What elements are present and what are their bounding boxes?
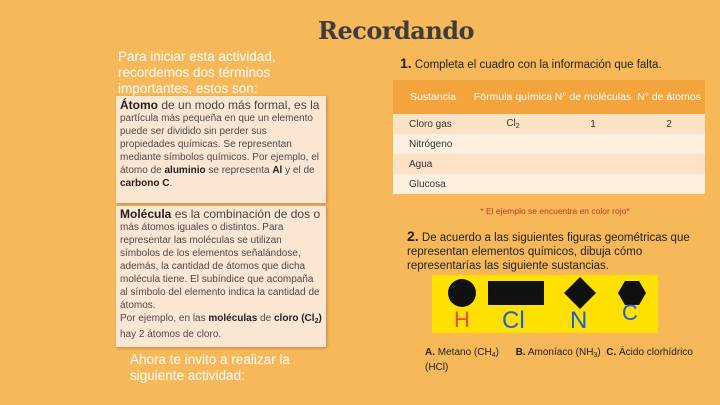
table-row xyxy=(393,114,705,134)
atomo-body-3: y el de xyxy=(282,165,315,176)
option-c-text: Ácido clorhídrico (HCl) xyxy=(425,347,693,373)
outro-text: Ahora te invito a realizar la siguiente actividad: xyxy=(130,352,290,383)
substances-list xyxy=(425,347,705,374)
option-b-subscript: 3 xyxy=(593,352,598,359)
molecula-heading xyxy=(120,208,322,221)
activity-1-number: 1. xyxy=(400,55,412,71)
molecula-definition xyxy=(120,221,322,341)
cell-sustancia: Glucosa xyxy=(409,178,446,190)
molecula-body-1: más átomos iguales o distintos. Para representar las moléculas se utilizan símbolos de los elementos señalándose, además, la cantidad de átomos que dicha molécula tiene. El subíndice que acompaña al símbolo del elemento indica la cantidad de átomos. Por ejemplo, en las xyxy=(120,222,320,324)
hydrogen-circle-shape xyxy=(448,279,476,307)
cell-atomos[interactable]: 2 xyxy=(666,118,672,130)
option-b-text: Amoníaco (NH xyxy=(525,347,594,358)
cell-moleculas[interactable]: 1 xyxy=(590,118,596,130)
cell-formula[interactable] xyxy=(473,118,553,130)
slide-title: Recordando xyxy=(318,16,475,45)
header-atomos: N° de átomos xyxy=(637,91,701,103)
option-b-end: ) xyxy=(597,347,601,358)
header-sustancia: Sustancia xyxy=(409,91,457,103)
molecula-term: Molécula xyxy=(120,207,172,221)
activity-2-number: 2. xyxy=(407,228,419,244)
molecula-body-4: hay 2 átomos de cloro. xyxy=(120,329,222,340)
table-header xyxy=(393,80,705,114)
header-formula: Fórmula química xyxy=(473,91,553,103)
atomo-lead: de un modo más formal, es la xyxy=(158,98,320,112)
chlorine-label: Cl xyxy=(502,307,525,333)
example-note: * El ejemplo se encuentra en color rojo* xyxy=(480,206,630,216)
molecula-body-2: de xyxy=(257,313,274,324)
al-symbol: Al xyxy=(272,165,283,176)
option-a-subscript: 4 xyxy=(491,352,496,359)
option-c-label: C. xyxy=(606,347,617,358)
cloro-word: cloro (Cl xyxy=(274,313,315,324)
atomo-card xyxy=(116,96,326,203)
activity-2-instruction xyxy=(407,229,707,273)
atomo-body-4: . xyxy=(169,178,173,189)
formula-symbol: Cl xyxy=(506,118,516,129)
nitrogen-label: N xyxy=(570,307,588,333)
option-a-text: Metano (CH xyxy=(435,347,492,358)
cell-sustancia: Cloro gas xyxy=(409,118,452,130)
table-body xyxy=(393,114,705,194)
cell-sustancia: Nitrógeno xyxy=(409,138,453,150)
table-row xyxy=(393,174,705,194)
substance-table xyxy=(393,80,705,194)
hydrogen-label: H xyxy=(454,307,470,332)
activity-1-instruction xyxy=(400,55,662,71)
element-shapes-panel xyxy=(432,275,658,333)
table-row xyxy=(393,154,705,174)
activity-2-text: De acuerdo a las siguientes figuras geométricas que representan elementos químicos, dibuja cómo representarías las siguiente sustancias. xyxy=(407,232,690,272)
atomo-body-1: partícula más pequeña en que un elemento puede ser dividido sin perder sus propiedades químicas. Se representan mediante símbolos químicos. Por ejemplo, el átomo de xyxy=(120,113,319,176)
option-b-label: B. xyxy=(515,347,526,358)
molecula-lead: es la combinación de dos o xyxy=(171,207,321,221)
formula-subscript: 2 xyxy=(515,123,520,130)
intro-text: Para iniciar esta actividad, recordemos dos términos importantes, estos son: xyxy=(118,49,276,96)
molecula-body-3: ) xyxy=(318,313,322,324)
aluminio-word: aluminio xyxy=(164,165,206,176)
cell-sustancia: Agua xyxy=(409,158,433,170)
atomo-heading xyxy=(120,99,322,112)
option-a-label: A. xyxy=(425,347,435,358)
moleculas-word: moléculas xyxy=(208,313,258,324)
table-row xyxy=(393,134,705,154)
activity-1-text: Completa el cuadro con la información que falta. xyxy=(411,59,662,71)
carbono-word: carbono C xyxy=(120,178,170,189)
cloro-subscript: 2 xyxy=(314,318,319,325)
molecula-card xyxy=(116,206,326,347)
header-moleculas: N° de moléculas xyxy=(554,91,632,103)
atomo-term: Átomo xyxy=(120,98,158,112)
option-a-end: ) xyxy=(495,347,499,358)
chlorine-rectangle-shape xyxy=(488,281,544,305)
nitrogen-diamond-shape xyxy=(564,277,596,309)
atomo-definition xyxy=(120,112,322,190)
carbon-label: C xyxy=(622,300,638,325)
atomo-body-2: se representa xyxy=(205,165,273,176)
element-shapes-svg xyxy=(432,275,658,333)
